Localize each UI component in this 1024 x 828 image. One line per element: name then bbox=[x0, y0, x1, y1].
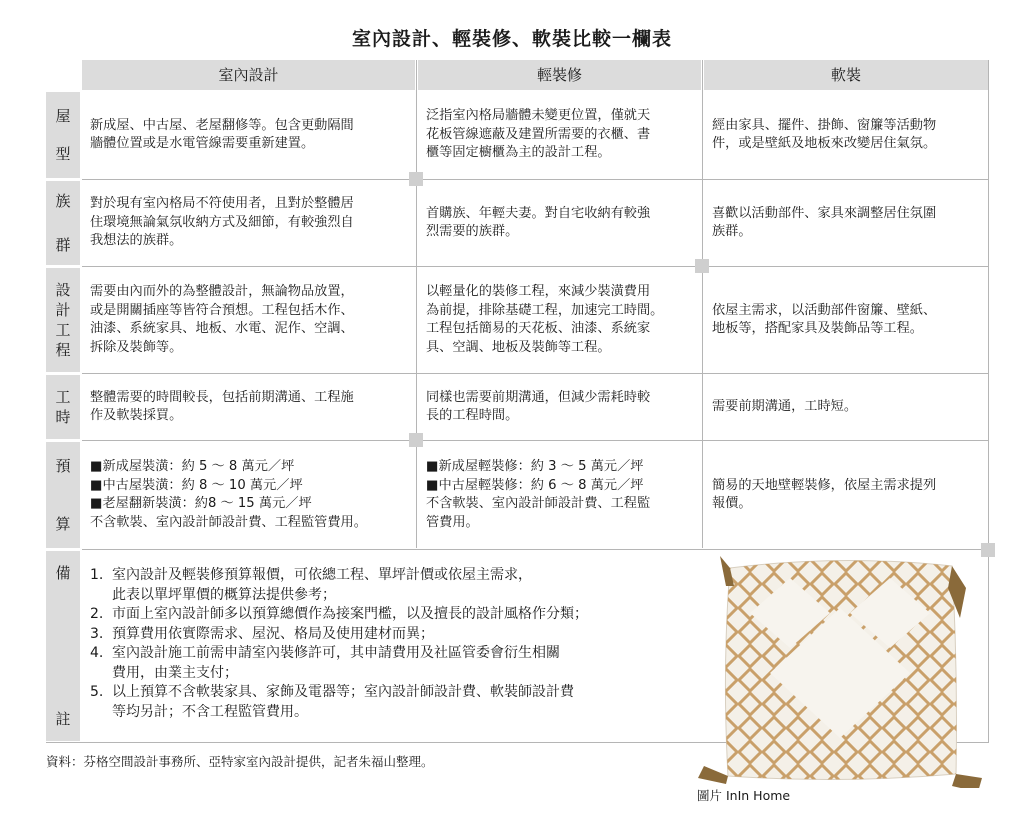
table-cell: 需要前期溝通，工時短。 bbox=[712, 398, 858, 414]
column-header-soft-furnishing: 軟裝 bbox=[704, 60, 988, 90]
table-cell: 以輕量化的裝修工程，來減少裝潢費用 為前提，排除基礎工程，加速完工時間。 工程包括簡易的天花板、油漆、系統家 具、空調、地板及裝飾等工程。 bbox=[426, 284, 664, 355]
list-item: 1. 室內設計及輕裝修預算報價，可依總工程、單坪計價或依屋主需求， 此表以單坪單價的概算法提供參考； bbox=[90, 567, 532, 603]
row-label-work-time: 工 時 bbox=[46, 375, 80, 439]
column-header-light-renovation: 輕裝修 bbox=[418, 60, 701, 90]
grid-line bbox=[416, 60, 417, 548]
table-cell: 對於現有室內格局不符使用者，且對於整體居 住環境無論氣氛收納方式及細節，有較強烈自 我想法的族群。 bbox=[90, 196, 354, 249]
list-item: 5. 以上預算不含軟裝家具、家飾及電器等；室內設計師設計費、軟裝師設計費 等均另計；不含工程監管費用。 bbox=[90, 684, 574, 720]
source-note: 資料：芬格空間設計事務所、亞特家室內設計提供，記者朱福山整理。 bbox=[46, 754, 434, 769]
row-label-design-works: 設 計 工 程 bbox=[46, 268, 80, 372]
row-label-notes: 備 註 bbox=[46, 551, 80, 741]
table-cell: 同樣也需要前期溝通，但減少需耗時較 長的工程時間。 bbox=[426, 389, 651, 423]
list-item: 3. 預算費用依實際需求、屋況、格局及使用建材而異； bbox=[90, 625, 434, 642]
junction-square bbox=[409, 172, 423, 186]
row-label-budget: 預 算 bbox=[46, 442, 80, 548]
page-title: 室內設計、輕裝修、軟裝比較一欄表 bbox=[351, 28, 672, 50]
grid-line bbox=[82, 266, 988, 267]
column-header-interior-design: 室內設計 bbox=[82, 60, 415, 90]
cushion-photo bbox=[690, 548, 990, 788]
table-cell: 簡易的天地壁輕裝修，依屋主需求提列 報價。 bbox=[712, 477, 937, 511]
photo-credit: 圖片 InIn Home bbox=[697, 788, 791, 803]
table-cell: 首購族、年輕夫妻。對自宅收納有較強 烈需要的族群。 bbox=[426, 205, 651, 239]
grid-line bbox=[702, 60, 703, 548]
junction-square bbox=[409, 433, 423, 447]
grid-line bbox=[82, 179, 988, 180]
notes-list bbox=[90, 566, 710, 722]
table-cell: 整體需要的時間較長，包括前期溝通、工程施 作及軟裝採買。 bbox=[90, 389, 354, 423]
table-cell: 需要由內而外的為整體設計，無論物品放置， 或是開關插座等皆符合預想。工程包括木作、 油漆、系統家具、地板、水電、泥作、空調、 拆除及裝飾等。 bbox=[90, 284, 354, 355]
table-cell: 泛指室內格局牆體未變更位置，僅就天 花板管線遮蔽及建置所需要的衣櫃、書 櫃等固定櫥櫃為主的設計工程。 bbox=[426, 108, 651, 161]
table-cell: 新成屋、中古屋、老屋翻修等。包含更動隔間 牆體位置或是水電管線需要重新建置。 bbox=[90, 117, 354, 151]
grid-line bbox=[82, 440, 988, 441]
table-cell: 喜歡以活動部件、家具來調整居住氛圍 族群。 bbox=[712, 205, 937, 239]
row-label-target-group: 族 群 bbox=[46, 181, 80, 265]
row-label-house-type: 屋 型 bbox=[46, 92, 80, 178]
table-cell: ■新成屋輕裝修：約 3 ～ 5 萬元／坪 ■中古屋輕裝修：約 6 ～ 8 萬元／坪 不含軟裝、室內設計師設計費、工程監 管費用。 bbox=[426, 459, 651, 530]
junction-square bbox=[695, 259, 709, 273]
table-cell: 依屋主需求，以活動部件窗簾、壁紙、 地板等，搭配家具及裝飾品等工程。 bbox=[712, 302, 937, 336]
list-item: 2. 市面上室內設計師多以預算總價作為接案門檻，以及擅長的設計風格作分類； bbox=[90, 606, 588, 622]
list-item: 4. 室內設計施工前需申請室內裝修許可，其申請費用及社區管委會衍生相關 費用，由業主支付； bbox=[90, 645, 560, 681]
grid-line bbox=[82, 373, 988, 374]
table-cell: ■新成屋裝潢：約 5 ～ 8 萬元／坪 ■中古屋裝潢：約 8 ～ 10 萬元／坪 ■老屋翻新裝潢：約8 ～ 15 萬元／坪 不含軟裝、室內設計師設計費、工程監管費用。 bbox=[90, 459, 367, 530]
table-cell: 經由家具、擺件、掛飾、窗簾等活動物 件，或是壁紙及地板來改變居住氣氛。 bbox=[712, 117, 937, 151]
